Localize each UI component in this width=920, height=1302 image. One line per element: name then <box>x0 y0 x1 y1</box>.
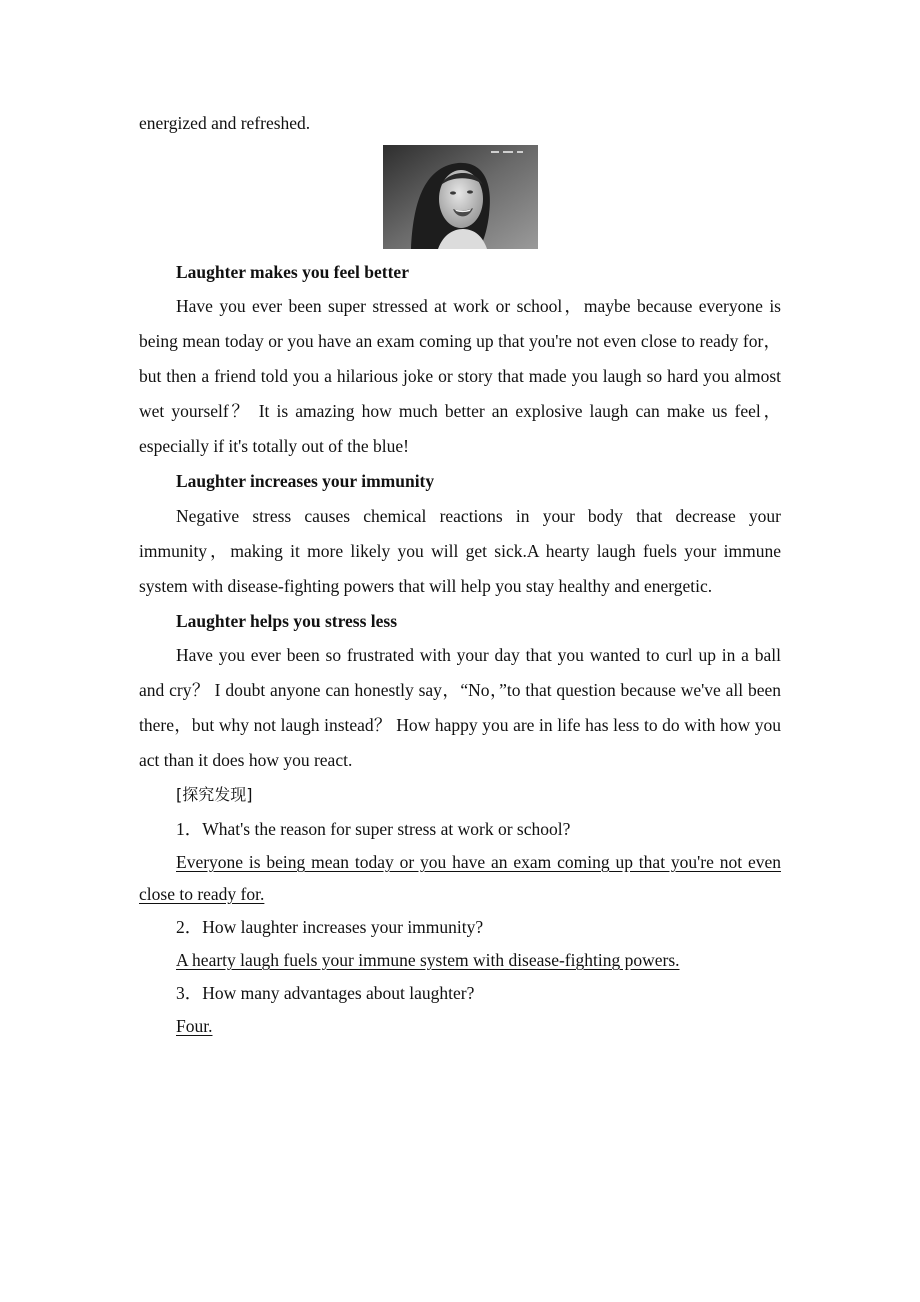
section-heading: Laughter makes you feel better <box>176 261 409 282</box>
document-page <box>139 106 781 1042</box>
answer-text: Four. <box>176 1016 213 1036</box>
section-heading: Laughter helps you stress less <box>176 610 398 631</box>
question-text: 1．What's the reason for super stress at work or school? <box>176 819 571 839</box>
section-paragraph: Have you ever been super stressed at work or school，maybe because everyone is being mean today or you have an exam coming up that you're not even close to ready for， but then a friend told you a hilarious joke or story that made you laugh so hard you almost wet yourself？ It is amazing how much better an explosive laugh can make us feel，especially if it's totally out of the blue! <box>139 296 781 456</box>
answer-text: Everyone is being mean today or you have an exam coming up that you're not even close to ready for. <box>139 852 781 904</box>
question-text: 3．How many advantages about laughter? <box>176 983 475 1003</box>
answer-text: A hearty laugh fuels your immune system with disease-fighting powers. <box>176 950 680 970</box>
question-text: 2．How laughter increases your immunity? <box>176 917 484 937</box>
section-heading: Laughter increases your immunity <box>176 471 435 491</box>
section-paragraph: Have you ever been so frustrated with your day that you wanted to curl up in a ball and cry？ I doubt anyone can honestly say，“No，”to that question because we've all been there，but why not laugh instead？ How happy you are in life has less to do with how you act than it does how you react. <box>139 645 781 770</box>
intro-tail-text: energized and refreshed. <box>139 113 311 133</box>
section-paragraph: Negative stress causes chemical reactions in your body that decrease your immunity，making it more likely you will get sick.A hearty laugh fuels your immune system with disease-fighting powers that will help you stay healthy and energetic. <box>139 505 781 596</box>
explore-title: [探究发现] <box>176 785 253 804</box>
figure <box>139 145 781 249</box>
laughing-girl-photo-icon <box>383 145 538 249</box>
